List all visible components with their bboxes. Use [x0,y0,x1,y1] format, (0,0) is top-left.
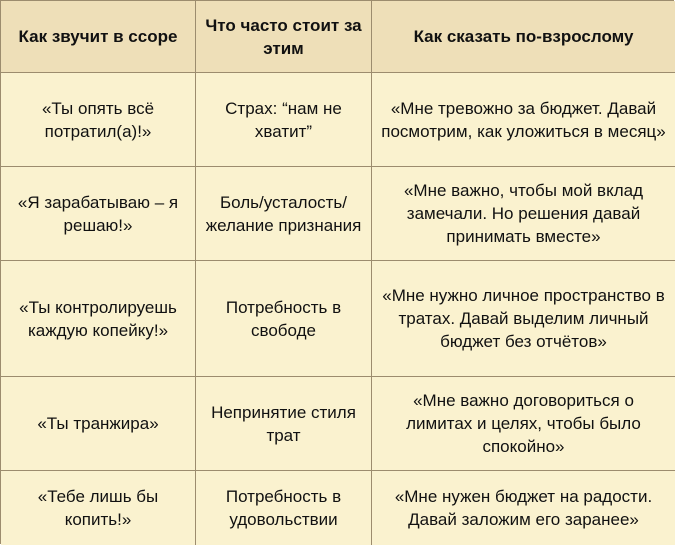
table-cell-quarrel: «Ты контролируешь каждую копейку!» [1,261,196,377]
table-cell-adult: «Мне тревожно за бюджет. Давай посмотрим, как уложиться в месяц» [372,73,675,167]
column-header-behind: Что часто стоит за этим [196,1,372,73]
table-cell-behind: Боль/усталость/ желание признания [196,167,372,261]
table-cell-behind: Страх: “нам не хватит” [196,73,372,167]
table-cell-quarrel: «Ты транжира» [1,377,196,471]
table-cell-adult: «Мне нужно личное пространство в тратах. Давай выделим личный бюджет без отчётов» [372,261,675,377]
table-cell-adult: «Мне важно договориться о лимитах и целях, чтобы было спокойно» [372,377,675,471]
table-cell-quarrel: «Ты опять всё потратил(а)!» [1,73,196,167]
table-cell-behind: Потребность в свободе [196,261,372,377]
column-header-adult: Как сказать по-взрослому [372,1,675,73]
table-cell-behind: Потребность в удовольствии [196,471,372,545]
table-cell-quarrel: «Тебе лишь бы копить!» [1,471,196,545]
column-header-quarrel: Как звучит в ссоре [1,1,196,73]
table-cell-behind: Непринятие стиля трат [196,377,372,471]
table-cell-adult: «Мне нужен бюджет на радости. Давай заложим его заранее» [372,471,675,545]
table-cell-quarrel: «Я зарабатываю – я решаю!» [1,167,196,261]
table-cell-adult: «Мне важно, чтобы мой вклад замечали. Но решения давай принимать вместе» [372,167,675,261]
